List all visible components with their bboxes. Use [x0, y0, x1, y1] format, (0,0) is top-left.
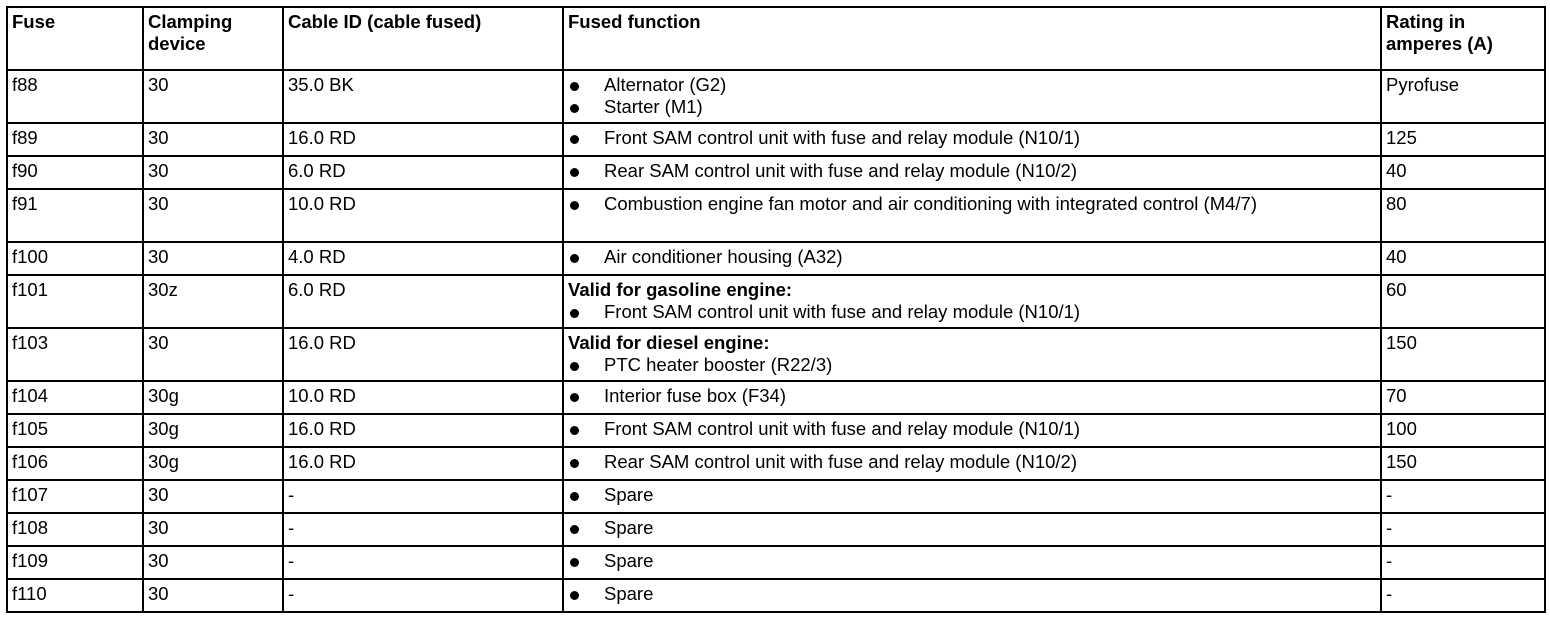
rating-cell: -	[1381, 546, 1545, 579]
fuse-cell: f91	[7, 189, 143, 242]
fuse-cell: f105	[7, 414, 143, 447]
cable-id-cell: 16.0 RD	[283, 328, 563, 381]
rating-cell: 100	[1381, 414, 1545, 447]
function-list	[568, 385, 1376, 407]
fused-function-cell	[563, 189, 1381, 242]
rating-cell: -	[1381, 513, 1545, 546]
rating-cell: 80	[1381, 189, 1545, 242]
function-list-item: Spare	[568, 517, 1376, 539]
cable-id-cell: -	[283, 480, 563, 513]
rating-cell: 40	[1381, 156, 1545, 189]
fuse-cell: f100	[7, 242, 143, 275]
clamping-device-cell: 30g	[143, 414, 283, 447]
rating-cell: 60	[1381, 275, 1545, 328]
clamping-device-cell: 30	[143, 70, 283, 123]
rating-cell: -	[1381, 480, 1545, 513]
rating-cell: Pyrofuse	[1381, 70, 1545, 123]
fuse-cell: f104	[7, 381, 143, 414]
fuse-cell: f107	[7, 480, 143, 513]
header-fused-function: Fused function	[563, 7, 1381, 70]
function-list	[568, 451, 1376, 473]
function-list-item: Front SAM control unit with fuse and relay module (N10/1)	[568, 127, 1376, 149]
cable-id-cell: 35.0 BK	[283, 70, 563, 123]
cable-id-cell: 16.0 RD	[283, 414, 563, 447]
fused-function-cell	[563, 414, 1381, 447]
table-row	[7, 275, 1545, 328]
header-clamping-device: Clamping device	[143, 7, 283, 70]
header-fuse: Fuse	[7, 7, 143, 70]
fuse-cell: f108	[7, 513, 143, 546]
cable-id-cell: -	[283, 579, 563, 612]
cable-id-cell: 16.0 RD	[283, 123, 563, 156]
clamping-device-cell: 30	[143, 480, 283, 513]
fused-function-cell	[563, 381, 1381, 414]
fuse-cell: f88	[7, 70, 143, 123]
table-row	[7, 447, 1545, 480]
header-row	[7, 7, 1545, 70]
table-row	[7, 381, 1545, 414]
function-list-item: Front SAM control unit with fuse and relay module (N10/1)	[568, 418, 1376, 440]
rating-cell: 150	[1381, 447, 1545, 480]
table-header	[7, 7, 1545, 70]
function-list	[568, 193, 1376, 215]
fused-function-cell	[563, 123, 1381, 156]
fuse-cell: f109	[7, 546, 143, 579]
fused-function-cell	[563, 70, 1381, 123]
header-rating: Rating in amperes (A)	[1381, 7, 1545, 70]
cable-id-cell: 10.0 RD	[283, 189, 563, 242]
fused-function-cell	[563, 275, 1381, 328]
function-list	[568, 484, 1376, 506]
function-list	[568, 160, 1376, 182]
function-list-item: Rear SAM control unit with fuse and relay module (N10/2)	[568, 160, 1376, 182]
function-list	[568, 301, 1376, 323]
table-row	[7, 579, 1545, 612]
fused-function-cell	[563, 447, 1381, 480]
function-list	[568, 74, 1376, 118]
engine-condition-label: Valid for diesel engine:	[568, 332, 770, 353]
rating-cell: 150	[1381, 328, 1545, 381]
fuse-table	[6, 6, 1546, 613]
engine-condition-label: Valid for gasoline engine:	[568, 279, 793, 300]
table-row	[7, 414, 1545, 447]
clamping-device-cell: 30g	[143, 381, 283, 414]
function-list-item: Combustion engine fan motor and air conditioning with integrated control (M4/7)	[568, 193, 1376, 215]
fused-function-cell	[563, 156, 1381, 189]
cable-id-cell: 6.0 RD	[283, 156, 563, 189]
fused-function-cell	[563, 328, 1381, 381]
function-list-item: Air conditioner housing (A32)	[568, 246, 1376, 268]
table-row	[7, 156, 1545, 189]
table-row	[7, 189, 1545, 242]
cable-id-cell: -	[283, 546, 563, 579]
function-list	[568, 583, 1376, 605]
header-cable-id: Cable ID (cable fused)	[283, 7, 563, 70]
clamping-device-cell: 30	[143, 546, 283, 579]
clamping-device-cell: 30g	[143, 447, 283, 480]
clamping-device-cell: 30	[143, 328, 283, 381]
clamping-device-cell: 30	[143, 579, 283, 612]
rating-cell: 40	[1381, 242, 1545, 275]
fuse-cell: f106	[7, 447, 143, 480]
table-row	[7, 70, 1545, 123]
fused-function-cell	[563, 546, 1381, 579]
fuse-cell: f110	[7, 579, 143, 612]
clamping-device-cell: 30	[143, 123, 283, 156]
function-list	[568, 354, 1376, 376]
function-list-item: Spare	[568, 583, 1376, 605]
function-list-item: Alternator (G2)	[568, 74, 1376, 96]
function-list-item: Rear SAM control unit with fuse and relay module (N10/2)	[568, 451, 1376, 473]
cable-id-cell: -	[283, 513, 563, 546]
function-list-item: Starter (M1)	[568, 96, 1376, 118]
rating-cell: 70	[1381, 381, 1545, 414]
function-list-item: Interior fuse box (F34)	[568, 385, 1376, 407]
clamping-device-cell: 30	[143, 189, 283, 242]
function-list-item: PTC heater booster (R22/3)	[568, 354, 1376, 376]
fused-function-cell	[563, 513, 1381, 546]
cable-id-cell: 16.0 RD	[283, 447, 563, 480]
table-row	[7, 546, 1545, 579]
table-body	[7, 70, 1545, 612]
function-list	[568, 127, 1376, 149]
cable-id-cell: 4.0 RD	[283, 242, 563, 275]
table-row	[7, 480, 1545, 513]
cable-id-cell: 6.0 RD	[283, 275, 563, 328]
fused-function-cell	[563, 242, 1381, 275]
cable-id-cell: 10.0 RD	[283, 381, 563, 414]
rating-cell: 125	[1381, 123, 1545, 156]
fuse-cell: f101	[7, 275, 143, 328]
rating-cell: -	[1381, 579, 1545, 612]
table-row	[7, 513, 1545, 546]
function-list	[568, 246, 1376, 268]
function-list-item: Spare	[568, 484, 1376, 506]
clamping-device-cell: 30	[143, 156, 283, 189]
fuse-cell: f90	[7, 156, 143, 189]
clamping-device-cell: 30	[143, 242, 283, 275]
clamping-device-cell: 30z	[143, 275, 283, 328]
table-row	[7, 242, 1545, 275]
fused-function-cell	[563, 579, 1381, 612]
function-list-item: Spare	[568, 550, 1376, 572]
fused-function-cell	[563, 480, 1381, 513]
fuse-cell: f103	[7, 328, 143, 381]
function-list	[568, 418, 1376, 440]
function-list	[568, 517, 1376, 539]
table-row	[7, 328, 1545, 381]
function-list-item: Front SAM control unit with fuse and relay module (N10/1)	[568, 301, 1376, 323]
table-row	[7, 123, 1545, 156]
fuse-cell: f89	[7, 123, 143, 156]
clamping-device-cell: 30	[143, 513, 283, 546]
function-list	[568, 550, 1376, 572]
